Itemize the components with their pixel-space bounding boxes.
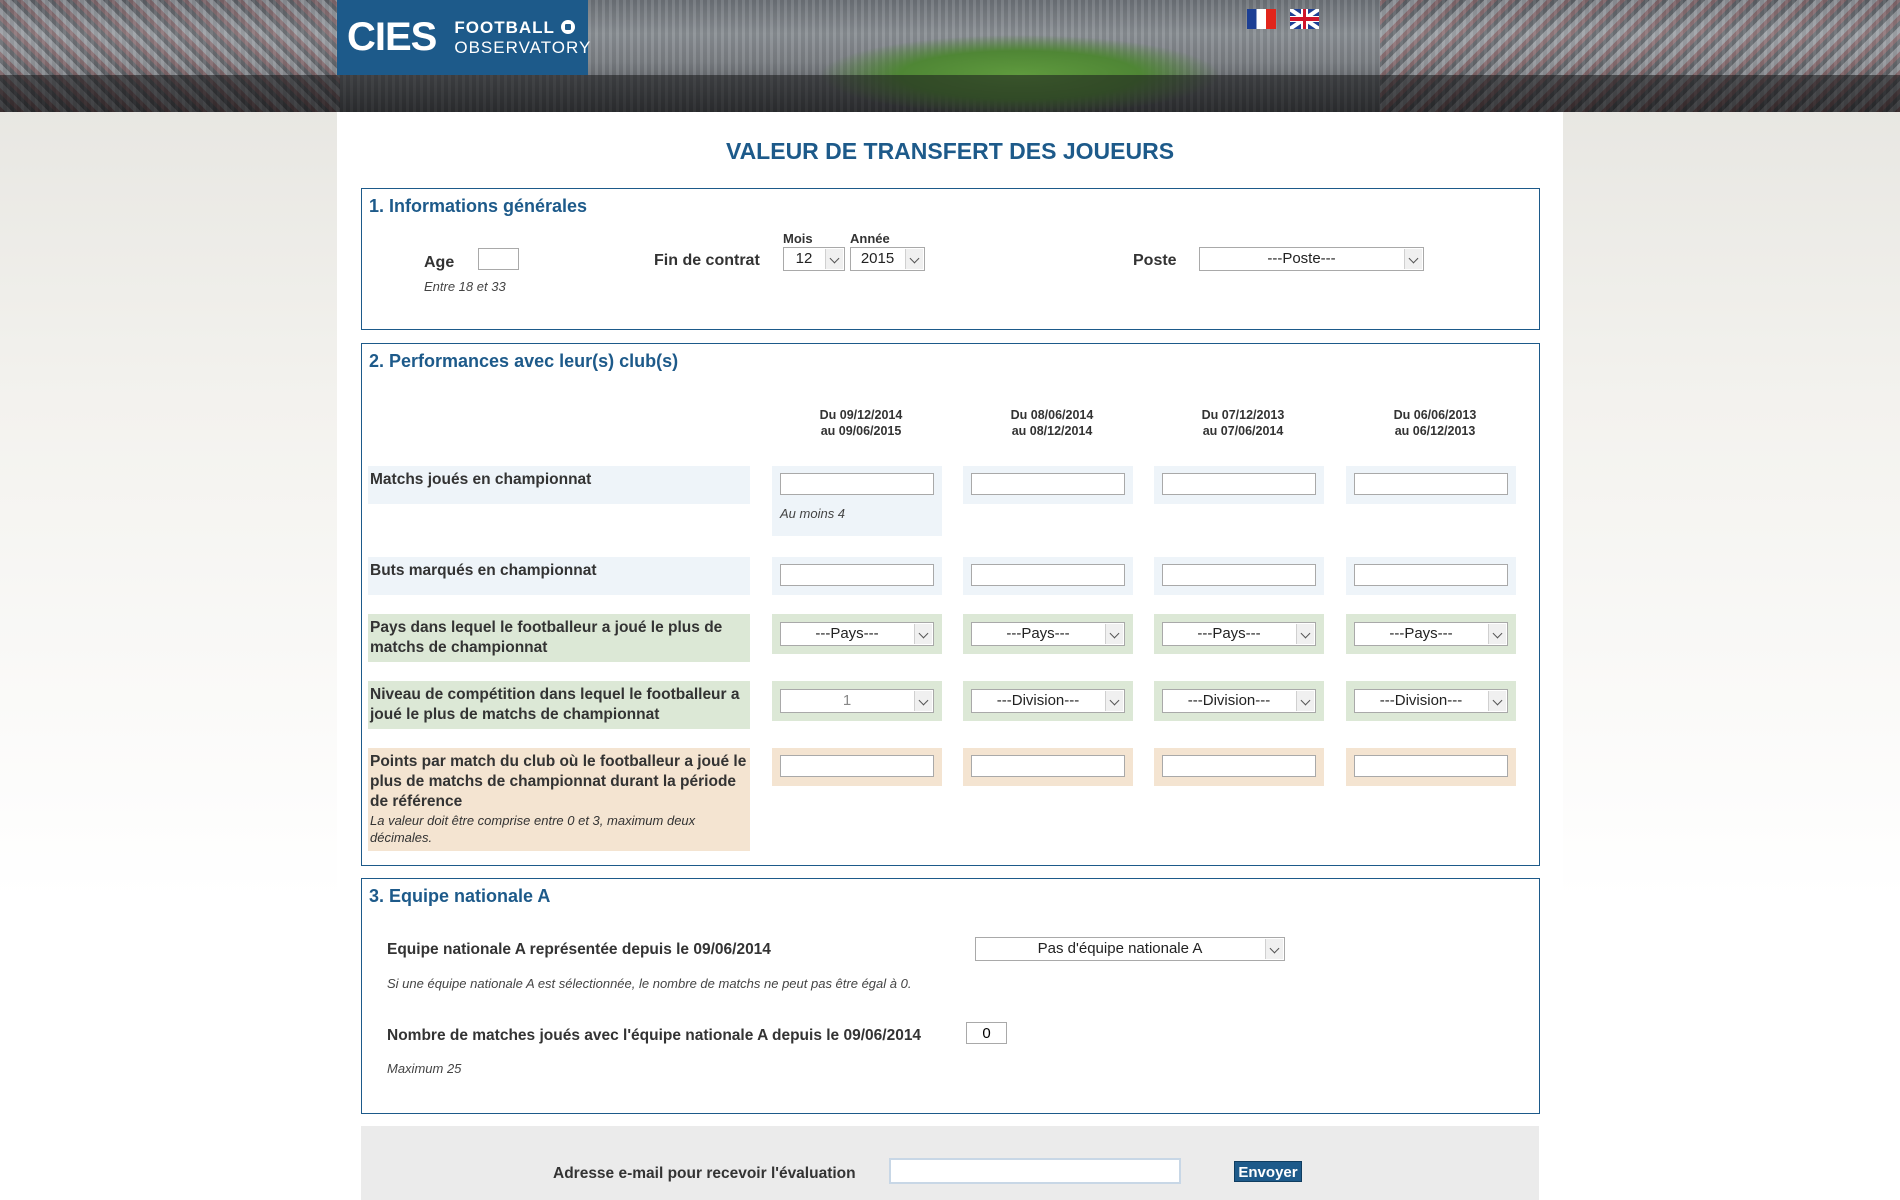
email-label: Adresse e-mail pour recevoir l'évaluation <box>553 1165 856 1182</box>
age-label: Age <box>424 254 455 271</box>
level-select-1[interactable]: 1 <box>780 689 934 713</box>
section3-title: 3. Equipe nationale A <box>369 886 551 906</box>
goals-input-2[interactable] <box>971 564 1125 586</box>
points-label-text: Points par match du club où le footballeur a joué le plus de matchs de championnat durant la période de référence <box>370 753 747 810</box>
position-select[interactable] <box>1199 247 1424 271</box>
chevron-down-icon <box>1105 691 1123 711</box>
national-matches-label: Nombre de matches joués avec l'équipe nationale A depuis le 09/06/2014 <box>387 1027 922 1044</box>
level-select-3[interactable]: ---Division--- <box>1162 689 1316 713</box>
position-value: ---Poste--- <box>1267 250 1336 267</box>
logo-cies-text: CIES <box>347 15 437 59</box>
email-input[interactable] <box>889 1158 1181 1184</box>
page-title: VALEUR DE TRANSFERT DES JOUEURS <box>725 138 1175 164</box>
points-input-3[interactable] <box>1162 755 1316 777</box>
chevron-down-icon <box>1296 691 1314 711</box>
country-select-4[interactable]: ---Pays--- <box>1354 622 1508 646</box>
main-content <box>337 112 1563 1200</box>
national-team-hint: Si une équipe nationale A est sélectionnée, le nombre de matchs ne peut pas être égal à 0. <box>387 976 912 991</box>
points-hint: La valeur doit être comprise entre 0 et 3, maximum deux décimales. <box>370 813 696 845</box>
chevron-down-icon <box>1488 691 1506 711</box>
goals-input-4[interactable] <box>1354 564 1508 586</box>
year-value: 2015 <box>860 250 895 267</box>
chevron-down-icon <box>1265 939 1283 959</box>
level-select-4[interactable]: ---Division--- <box>1354 689 1508 713</box>
send-button[interactable]: Envoyer <box>1234 1161 1302 1182</box>
month-select[interactable] <box>783 247 845 271</box>
section1-title: 1. Informations générales <box>369 196 588 216</box>
email-bar <box>361 1126 1539 1200</box>
section-general-info <box>361 188 1540 330</box>
chevron-down-icon <box>825 249 843 269</box>
logo-observatory-text <box>454 18 591 58</box>
matches-hint: Au moins 4 <box>780 506 846 521</box>
header-banner <box>0 0 1900 112</box>
level-select-2[interactable]: ---Division--- <box>971 689 1125 713</box>
period-header-3: Du 07/12/2013 au 07/06/2014 <box>1201 408 1285 438</box>
fr-flag-icon[interactable] <box>1247 9 1276 29</box>
month-value: 12 <box>795 250 813 267</box>
football-icon <box>561 20 575 34</box>
national-matches-input[interactable] <box>966 1022 1007 1044</box>
goals-row-label: Buts marqués en championnat <box>368 557 750 595</box>
period-header-1: Du 09/12/2014 au 09/06/2015 <box>819 408 903 438</box>
matches-input-2[interactable] <box>971 473 1125 495</box>
month-label: Mois <box>783 231 813 246</box>
country-select-3[interactable]: ---Pays--- <box>1162 622 1316 646</box>
points-input-4[interactable] <box>1354 755 1508 777</box>
country-row-label: Pays dans lequel le footballeur a joué le plus de matchs de championnat <box>368 614 750 662</box>
chevron-down-icon <box>1488 624 1506 644</box>
national-team-value: Pas d'équipe nationale A <box>1037 940 1203 957</box>
banner-band <box>0 75 1900 112</box>
logo-line2: OBSERVATORY <box>454 37 592 57</box>
chevron-down-icon <box>914 691 932 711</box>
year-label: Année <box>850 231 890 246</box>
goals-input-1[interactable] <box>780 564 934 586</box>
matches-row-label: Matchs joués en championnat <box>368 466 750 504</box>
chevron-down-icon <box>1296 624 1314 644</box>
contract-label: Fin de contrat <box>654 252 760 269</box>
country-select-2[interactable]: ---Pays--- <box>971 622 1125 646</box>
national-team-label: Equipe nationale A représentée depuis le 09/06/2014 <box>387 941 771 958</box>
section2-title: 2. Performances avec leur(s) club(s) <box>369 351 679 371</box>
logo-line1: FOOTBALL <box>454 17 555 37</box>
uk-flag-icon[interactable] <box>1290 9 1319 29</box>
period-header-2: Du 08/06/2014 au 08/12/2014 <box>1010 408 1094 438</box>
points-input-2[interactable] <box>971 755 1125 777</box>
points-row-label <box>368 748 750 851</box>
matches-input-1[interactable] <box>780 473 934 495</box>
period-header-4: Du 06/06/2013 au 06/12/2013 <box>1393 408 1477 438</box>
matches-input-4[interactable] <box>1354 473 1508 495</box>
age-input[interactable] <box>478 248 519 270</box>
chevron-down-icon <box>914 624 932 644</box>
cies-logo[interactable] <box>337 0 592 75</box>
year-select[interactable] <box>850 247 925 271</box>
goals-input-3[interactable] <box>1162 564 1316 586</box>
section-national-team <box>361 878 1540 1114</box>
age-hint: Entre 18 et 33 <box>424 279 506 294</box>
chevron-down-icon <box>1404 249 1422 269</box>
country-select-1[interactable]: ---Pays--- <box>780 622 934 646</box>
national-matches-hint: Maximum 25 <box>387 1061 462 1076</box>
chevron-down-icon <box>1105 624 1123 644</box>
position-label: Poste <box>1133 252 1177 269</box>
points-input-1[interactable] <box>780 755 934 777</box>
matches-input-3[interactable] <box>1162 473 1316 495</box>
chevron-down-icon <box>905 249 923 269</box>
level-row-label: Niveau de compétition dans lequel le footballeur a joué le plus de matchs de championnat <box>368 681 750 729</box>
national-team-select[interactable] <box>975 937 1285 961</box>
section-club-performance <box>361 343 1540 866</box>
